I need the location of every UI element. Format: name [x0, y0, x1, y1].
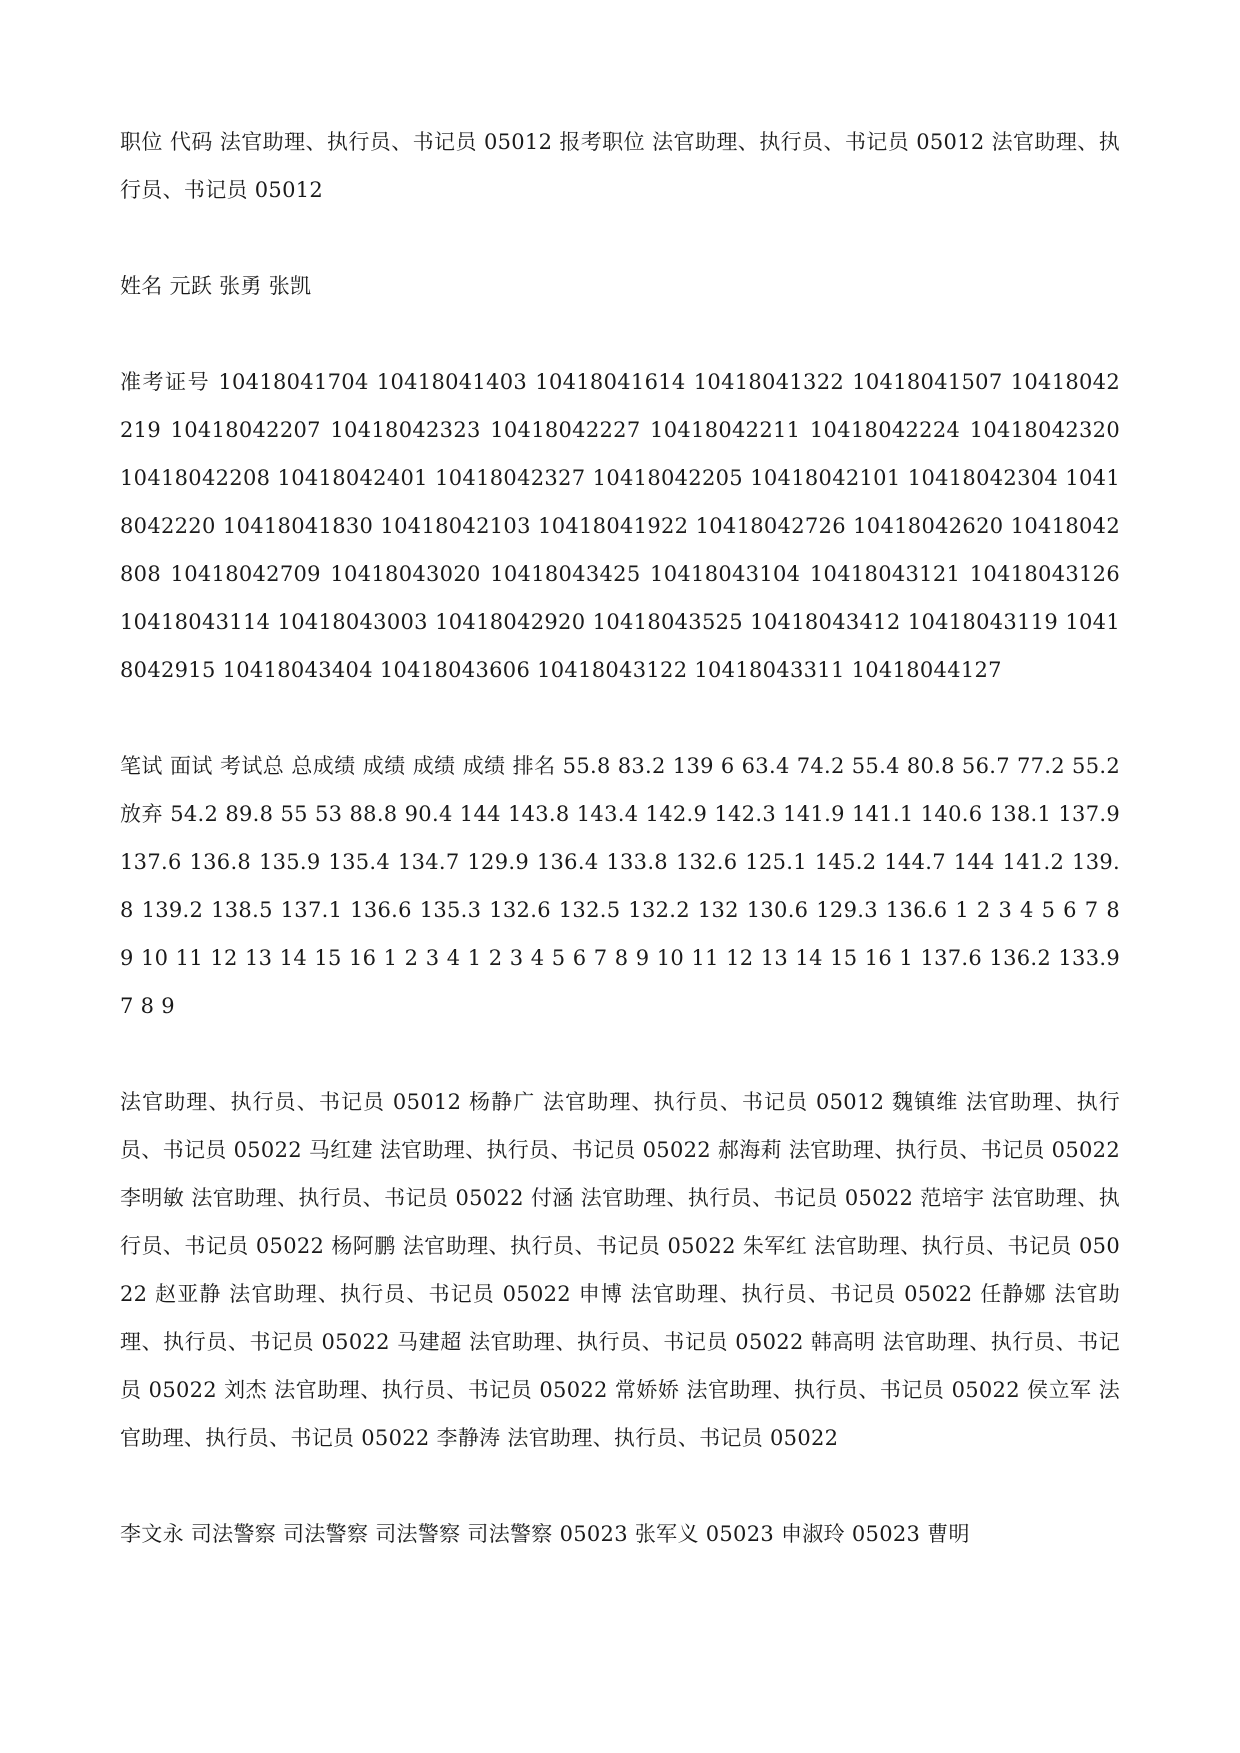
position-code-paragraph: 职位 代码 法官助理、执行员、书记员 05012 报考职位 法官助理、执行员、书记员 05012 法官助理、执行员、书记员 05012: [120, 130, 1120, 202]
judicial-police-paragraph: 李文永 司法警察 司法警察 司法警察 司法警察 05023 张军义 05023 申淑玲 05023 曹明: [120, 1522, 970, 1546]
positions-names-paragraph: 法官助理、执行员、书记员 05012 杨静广 法官助理、执行员、书记员 05012 魏镇维 法官助理、执行员、书记员 05022 马红建 法官助理、执行员、书记员 05022 郝海莉 法官助理、执行员、书记员 05022 李明敏 法官助理、执行员、书记员 05022 付涵 法官助理、执行员、书记员 05022 范培宇 法官助理、执行员、书记员 05022 杨阿鹏 法官助理、执行员、书记员 05022 朱军红 法官助理、执行员、书记员 05022 赵亚静 法官助理、执行员、书记员 05022 申博 法官助理、执行员、书记员 05022 任静娜 法官助理、执行员、书记员 05022 马建超 法官助理、执行员、书记员 05022 韩高明 法官助理、执行员、书记员 05022 刘杰 法官助理、执行员、书记员 05022 常娇娇 法官助理、执行员、书记员 05022 侯立军 法官助理、执行员、书记员 05022 李静涛 法官助理、执行员、书记员 05022: [120, 1090, 1120, 1450]
document-body: [120, 118, 1120, 1558]
exam-ticket-numbers-paragraph: 准考证号 10418041704 10418041403 10418041614 10418041322 10418041507 10418042219 10418042207 10418042323 10418042227 10418042211 10418042224 10418042320 10418042208 10418042401 10418042327 10418042205 10418042101 10418042304 10418042220 10418041830 10418042103 10418041922 10418042726 10418042620 10418042808 10418042709 10418043020 10418043425 10418043104 10418043121 10418043126 10418043114 10418043003 10418042920 10418043525 10418043412 10418043119 10418042915 10418043404 10418043606 10418043122 10418043311 10418044127: [120, 370, 1120, 682]
names-paragraph: 姓名 元跃 张勇 张凯: [120, 274, 312, 298]
scores-ranking-paragraph: 笔试 面试 考试总 总成绩 成绩 成绩 成绩 排名 55.8 83.2 139 6 63.4 74.2 55.4 80.8 56.7 77.2 55.2 放弃 54.2 89.8 55 53 88.8 90.4 144 143.8 143.4 142.9 142.3 141.9 141.1 140.6 138.1 137.9 137.6 136.8 135.9 135.4 134.7 129.9 136.4 133.8 132.6 125.1 145.2 144.7 144 141.2 139.8 139.2 138.5 137.1 136.6 135.3 132.6 132.5 132.2 132 130.6 129.3 136.6 1 2 3 4 5 6 7 8 9 10 11 12 13 14 15 16 1 2 3 4 1 2 3 4 5 6 7 8 9 10 11 12 13 14 15 16 1 137.6 136.2 133.9 7 8 9: [120, 754, 1120, 1018]
